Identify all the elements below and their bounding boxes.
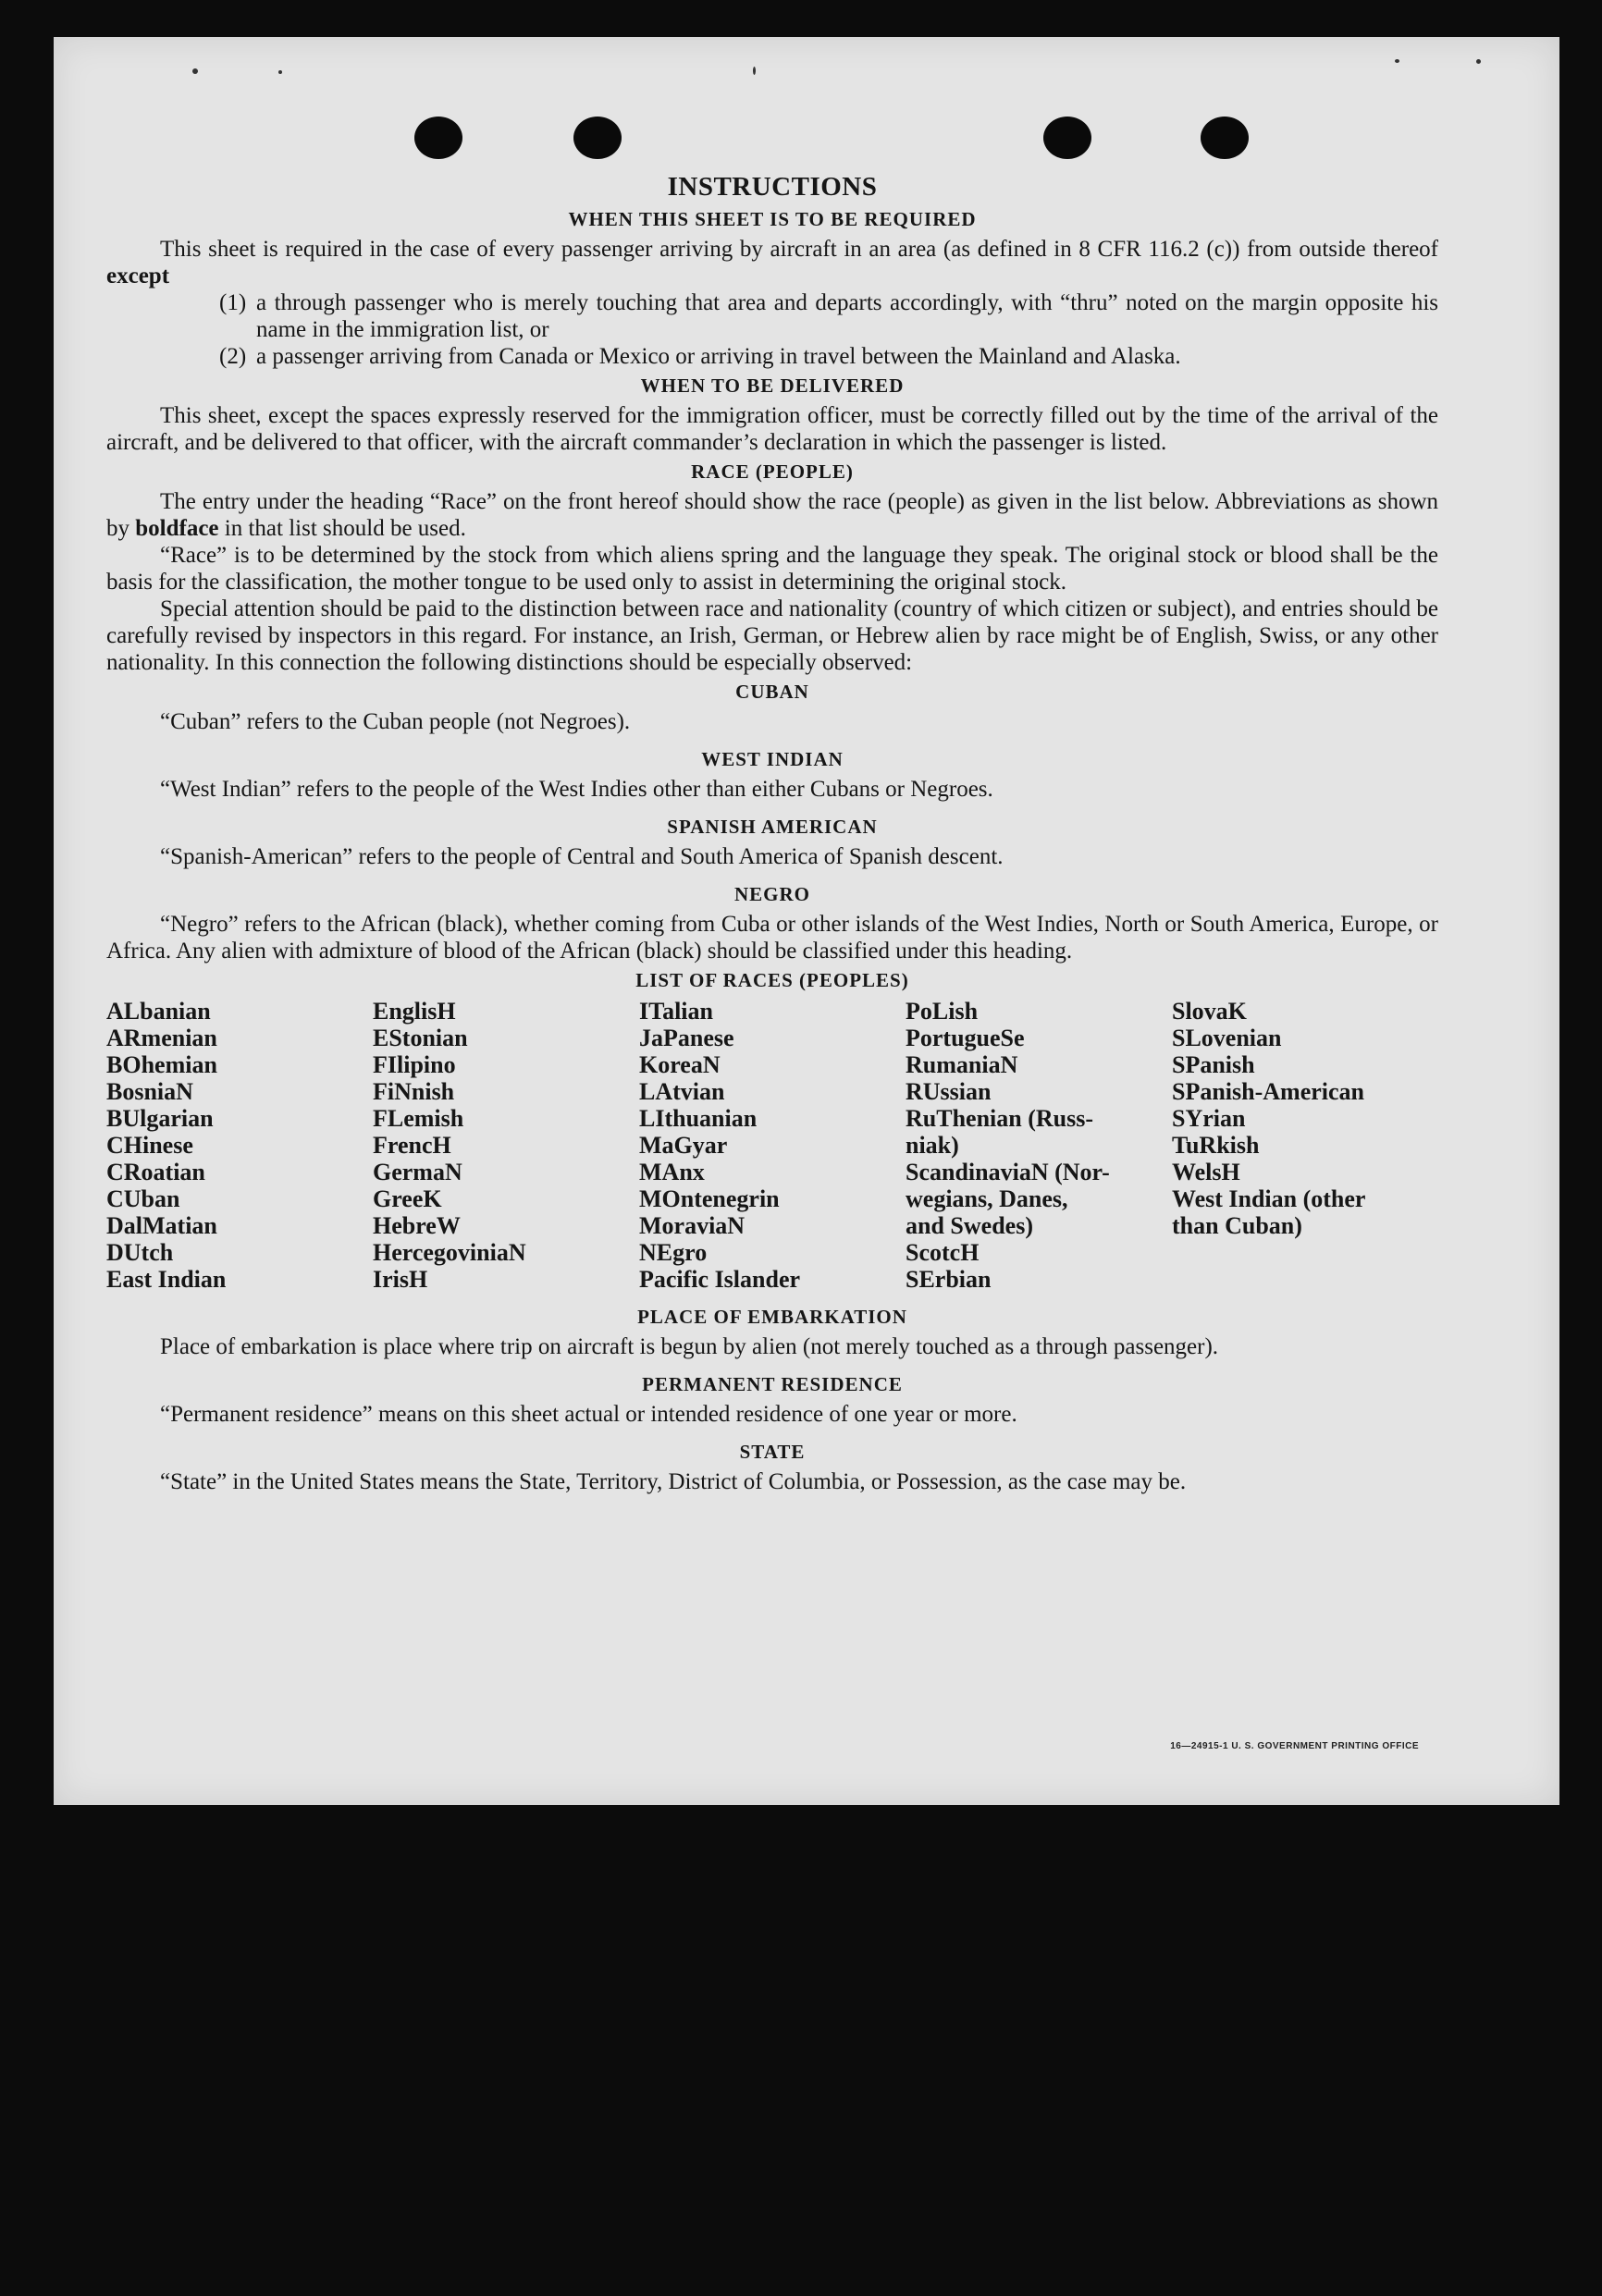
section-heading-delivered: WHEN TO BE DELIVERED	[640, 374, 905, 397]
race-entry: HercegoviniaN	[373, 1239, 526, 1266]
race-entry: East Indian	[106, 1266, 227, 1293]
race-entry: West Indian (other	[1172, 1185, 1366, 1212]
race-column	[639, 998, 906, 1293]
section-heading-required: WHEN THIS SHEET IS TO BE REQUIRED	[568, 208, 977, 230]
paragraph-race-2: “Race” is to be determined by the stock from which aliens spring and the language they speak. The original stock or blood shall be the basis for the classification, the mother tongue to be used only to assist in determining the original stock.	[106, 543, 1438, 595]
paragraph-cuban: “Cuban” refers to the Cuban people (not Negroes).	[160, 709, 631, 734]
race-entry: MoraviaN	[639, 1212, 746, 1239]
instructions-body	[106, 139, 1438, 1495]
race-entry: TuRkish	[1172, 1132, 1260, 1159]
race-entry: SErbian	[906, 1266, 992, 1293]
race-entry: RumaniaN	[906, 1051, 1018, 1078]
race-entry: BOhemian	[106, 1051, 217, 1078]
race-entry: ITalian	[639, 998, 713, 1025]
paragraph-delivered: This sheet, except the spaces expressly reserved for the immigration officer, must be correctly filled out by the time of the arrival of the aircraft, and be delivered to that officer, with the aircraft commander’s declaration in which the passenger is listed.	[106, 403, 1438, 455]
paragraph-required-intro	[106, 236, 1438, 289]
race-entry: FLemish	[373, 1105, 464, 1132]
race-entry: MAnx	[639, 1159, 705, 1185]
race-entry: DUtch	[106, 1239, 174, 1266]
race-entry: IrisH	[373, 1266, 428, 1293]
race-entry: JaPanese	[639, 1025, 734, 1051]
race-entry: FiNnish	[373, 1078, 455, 1105]
speck-mark	[1395, 59, 1399, 63]
race-entry: DalMatian	[106, 1212, 217, 1239]
race-entry: CHinese	[106, 1132, 193, 1159]
section-heading-race-list: LIST OF RACES (PEOPLES)	[635, 969, 909, 991]
race-entry: RUssian	[906, 1078, 992, 1105]
page-title: INSTRUCTIONS	[667, 172, 878, 202]
race-entry: and Swedes)	[906, 1212, 1033, 1239]
race-entry: SlovaK	[1172, 998, 1247, 1025]
race-entry: MaGyar	[639, 1132, 728, 1159]
paragraph-race-1	[106, 488, 1438, 542]
race-column	[906, 998, 1172, 1293]
paragraph-residence: “Permanent residence” means on this sheet actual or intended residence of one year or more.	[160, 1402, 1017, 1427]
text-race-1a: The entry under the heading “Race” on the front hereof should show the race (people) as given in the list below. Abbreviations as shown by	[106, 489, 1438, 541]
race-entry: CUban	[106, 1185, 180, 1212]
section-heading-spanish-american: SPANISH AMERICAN	[667, 816, 878, 838]
paragraph-west-indian: “West Indian” refers to the people of the West Indies other than either Cubans or Negroes.	[160, 777, 993, 802]
race-entry: WelsH	[1172, 1159, 1240, 1185]
race-entry: ScandinaviaN (Nor-	[906, 1159, 1110, 1185]
race-entry: SYrian	[1172, 1105, 1246, 1132]
race-entry: HebreW	[373, 1212, 461, 1239]
race-column	[1172, 998, 1438, 1293]
item-text: a through passenger who is merely touching that area and departs accordingly, with “thru” noted on the margin opposite his name in the immigration list, or	[256, 290, 1438, 342]
race-entry: SLovenian	[1172, 1025, 1282, 1051]
speck-mark	[192, 68, 198, 74]
printing-office-footer: 16—24915-1 U. S. GOVERNMENT PRINTING OFFICE	[1170, 1741, 1419, 1751]
section-heading-race: RACE (PEOPLE)	[691, 460, 854, 483]
item-number: (1)	[219, 290, 247, 315]
race-entry: ScotcH	[906, 1239, 980, 1266]
race-entry: than Cuban)	[1172, 1212, 1302, 1239]
race-entry: LIthuanian	[639, 1105, 758, 1132]
race-entry: GreeK	[373, 1185, 442, 1212]
text-boldface: boldface	[135, 516, 219, 541]
race-entry: wegians, Danes,	[906, 1185, 1068, 1212]
paragraph-state: “State” in the United States means the State, Territory, District of Columbia, or Possession, as the case may be.	[160, 1469, 1187, 1494]
race-entry: ALbanian	[106, 998, 211, 1025]
section-heading-negro: NEGRO	[733, 883, 810, 905]
race-entry: PortugueSe	[906, 1025, 1025, 1051]
list-item-2	[219, 343, 1438, 370]
section-heading-state: STATE	[739, 1441, 806, 1463]
race-entry: EnglisH	[373, 998, 456, 1025]
race-entry: PoLish	[906, 998, 979, 1025]
section-heading-embarkation: PLACE OF EMBARKATION	[637, 1306, 907, 1328]
section-heading-cuban: CUBAN	[735, 681, 809, 703]
race-entry: BUlgarian	[106, 1105, 214, 1132]
race-entry: EStonian	[373, 1025, 468, 1051]
section-heading-west-indian: WEST INDIAN	[701, 748, 844, 770]
item-number: (2)	[219, 344, 247, 369]
speck-mark	[753, 67, 756, 75]
section-heading-residence: PERMANENT RESIDENCE	[642, 1373, 903, 1395]
text-race-1b: in that list should be used.	[224, 516, 466, 541]
paragraph-embarkation: Place of embarkation is place where trip on aircraft is begun by alien (not merely touched as a through passenger).	[160, 1334, 1219, 1359]
race-entry: MOntenegrin	[639, 1185, 780, 1212]
race-list-table	[106, 998, 1438, 1293]
race-entry: CRoatian	[106, 1159, 205, 1185]
race-entry: NEgro	[639, 1239, 708, 1266]
speck-mark	[1476, 59, 1481, 64]
text-required-intro: This sheet is required in the case of every passenger arriving by aircraft in an area (as defined in 8 CFR 116.2 (c)) from outside thereof	[160, 237, 1438, 262]
race-column	[106, 998, 373, 1293]
race-entry: LAtvian	[639, 1078, 725, 1105]
race-entry: GermaN	[373, 1159, 462, 1185]
race-entry: Pacific Islander	[639, 1266, 801, 1293]
race-entry: ARmenian	[106, 1025, 217, 1051]
race-entry: FIlipino	[373, 1051, 456, 1078]
document-sheet	[54, 37, 1559, 1805]
paragraph-spanish-american: “Spanish-American” refers to the people of Central and South America of Spanish descent.	[160, 844, 1004, 869]
race-column	[373, 998, 639, 1293]
list-item-1	[219, 289, 1438, 343]
race-entry: FrencH	[373, 1132, 451, 1159]
item-text: a passenger arriving from Canada or Mexico or arriving in travel between the Mainland and Alaska.	[256, 344, 1181, 369]
paragraph-race-3: Special attention should be paid to the distinction between race and nationality (country of which citizen or subject), and entries should be carefully revised by inspectors in this regard. For instance, an Irish, German, or Hebrew alien by race might be of English, Swiss, or any other nationality. In this connection the following distinctions should be especially observed:	[106, 596, 1438, 675]
race-entry: RuThenian (Russ-	[906, 1105, 1094, 1132]
text-except: except	[106, 264, 170, 289]
race-entry: niak)	[906, 1132, 959, 1159]
race-entry: KoreaN	[639, 1051, 721, 1078]
race-entry: BosniaN	[106, 1078, 193, 1105]
speck-mark	[278, 70, 282, 74]
race-entry: SPanish	[1172, 1051, 1255, 1078]
paragraph-negro: “Negro” refers to the African (black), whether coming from Cuba or other islands of the West Indies, North or South America, Europe, or Africa. Any alien with admixture of blood of the African (black) should be classified under this heading.	[106, 912, 1438, 964]
race-entry: SPanish-American	[1172, 1078, 1364, 1105]
